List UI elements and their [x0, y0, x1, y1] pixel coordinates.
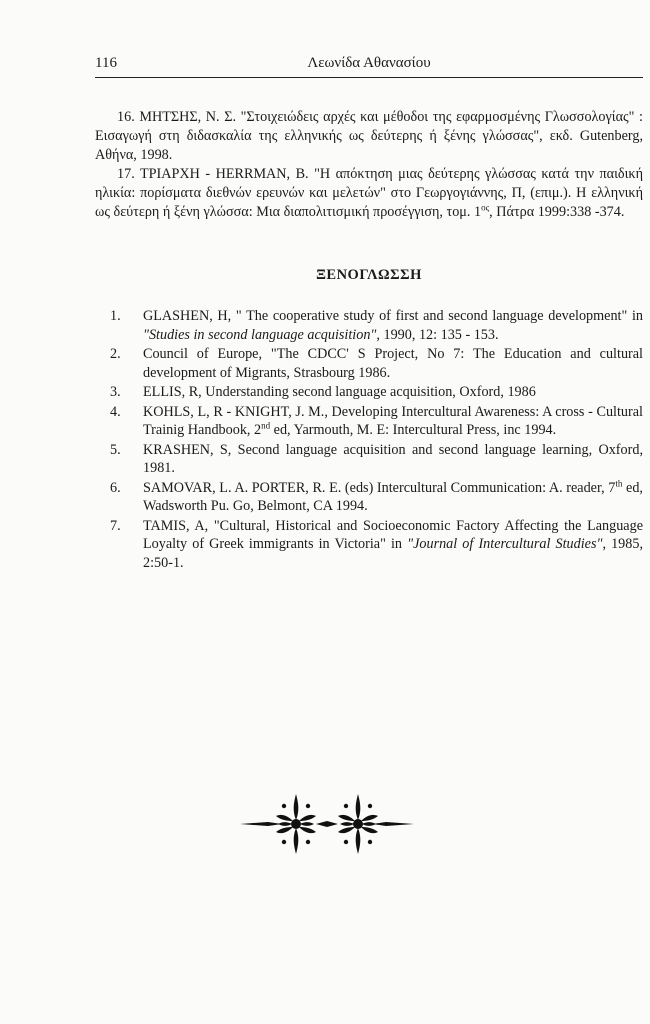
- ref-text: SAMOVAR, L. A. PORTER, R. E. (eds) Intercultural Communication: A. reader, 7: [143, 479, 616, 496]
- greek-ref-17: [95, 165, 643, 222]
- ref-sup: nd: [261, 420, 271, 431]
- foreign-references: [110, 307, 643, 573]
- ref-text: TAMIS, A, "Cultural, Historical and Socioeconomic Factory Affecting the Language Loyalty of Greek immigrants in Victoria" in: [143, 517, 643, 552]
- ref-sup: th: [615, 477, 623, 488]
- section-title: ΞΕΝΟΓΛΩΣΣΗ: [316, 267, 422, 283]
- ref-text-tail: ed, Yarmouth, M. E: Intercultural Press, inc 1994.: [270, 422, 557, 438]
- ref-number: 3.: [110, 384, 121, 400]
- ref-item-5: [110, 441, 643, 478]
- ref-text: GLASHEN, H, " The cooperative study of first and second language development" in: [143, 308, 643, 324]
- ref-item-1: [110, 307, 643, 344]
- ref-item-2: [110, 345, 643, 382]
- ref-text-tail: , 1990, 12: 135 - 153.: [376, 326, 499, 343]
- page-header: [95, 55, 643, 78]
- ref-journal: "Journal of Intercultural Studies": [407, 536, 603, 552]
- ref-item-6: [110, 479, 643, 516]
- ref-item-3: [110, 383, 643, 402]
- greek-ref-17-tail: , Πάτρα 1999:338 -374.: [489, 204, 625, 220]
- ref-journal: "Studies in second language acquisition": [143, 326, 377, 343]
- greek-ref-17-text: 17. ΤΡΙΑΡΧΗ - HERRMAN, Β. "Η απόκτηση μιας δεύτερης γλώσσας κατά την παιδική ηλικία: πορίσματα διεθνών ερευνών και μελετών" στο Γεωργογιάννης, Π, (επιμ.). Η ελληνική ως δεύτερη ή ξένη γλώσσα: Μια διαπολιτισμική προσέγγιση, τομ. 1: [95, 166, 643, 220]
- ref-text: Council of Europe, "The CDCC' S Project, No 7: The Education and cultural development of Migrants, Strasbourg 1986.: [143, 346, 643, 381]
- greek-references: [95, 108, 643, 222]
- ref-text: KOHLS, L, R - KNIGHT, J. M., Developing Intercultural Awareness: A cross - Cultural Trainig Handbook, 2: [143, 403, 643, 438]
- greek-ref-16: 16. ΜΗΤΣΗΣ, Ν. Σ. "Στοιχειώδεις αρχές και μέθοδοι της εφαρμοσμένης Γλωσσολογίας" : Εισαγωγή στη διδασκαλία της ελληνικής ως δεύτερης ή ξένης γλώσσας", εκδ. Gutenberg, Αθήνα, 1998.: [95, 109, 643, 163]
- ref-item-7: [110, 517, 643, 573]
- ref-text-tail: ed, Wadsworth Pu. Go, Belmont, CA 1994.: [143, 479, 643, 514]
- ref-text: ELLIS, R, Understanding second language acquisition, Oxford, 1986: [143, 384, 536, 400]
- ref-text-tail: , 1985, 2:50-1.: [143, 536, 644, 571]
- page-number: 116: [95, 55, 117, 71]
- ref-number: 4.: [110, 403, 121, 420]
- ref-number: 5.: [110, 441, 121, 458]
- ref-number: 1.: [110, 308, 121, 324]
- running-title: Λεωνίδα Αθανασίου: [307, 55, 431, 71]
- fleuron-ornament-icon: [238, 788, 416, 860]
- ref-item-4: [110, 403, 643, 440]
- ref-number: 7.: [110, 517, 121, 534]
- greek-ref-17-sup: ος: [481, 202, 490, 213]
- ref-number: 6.: [110, 479, 121, 496]
- ref-text: KRASHEN, S, Second language acquisition and second language learning, Oxford, 1981.: [143, 441, 643, 476]
- ref-number: 2.: [110, 346, 121, 362]
